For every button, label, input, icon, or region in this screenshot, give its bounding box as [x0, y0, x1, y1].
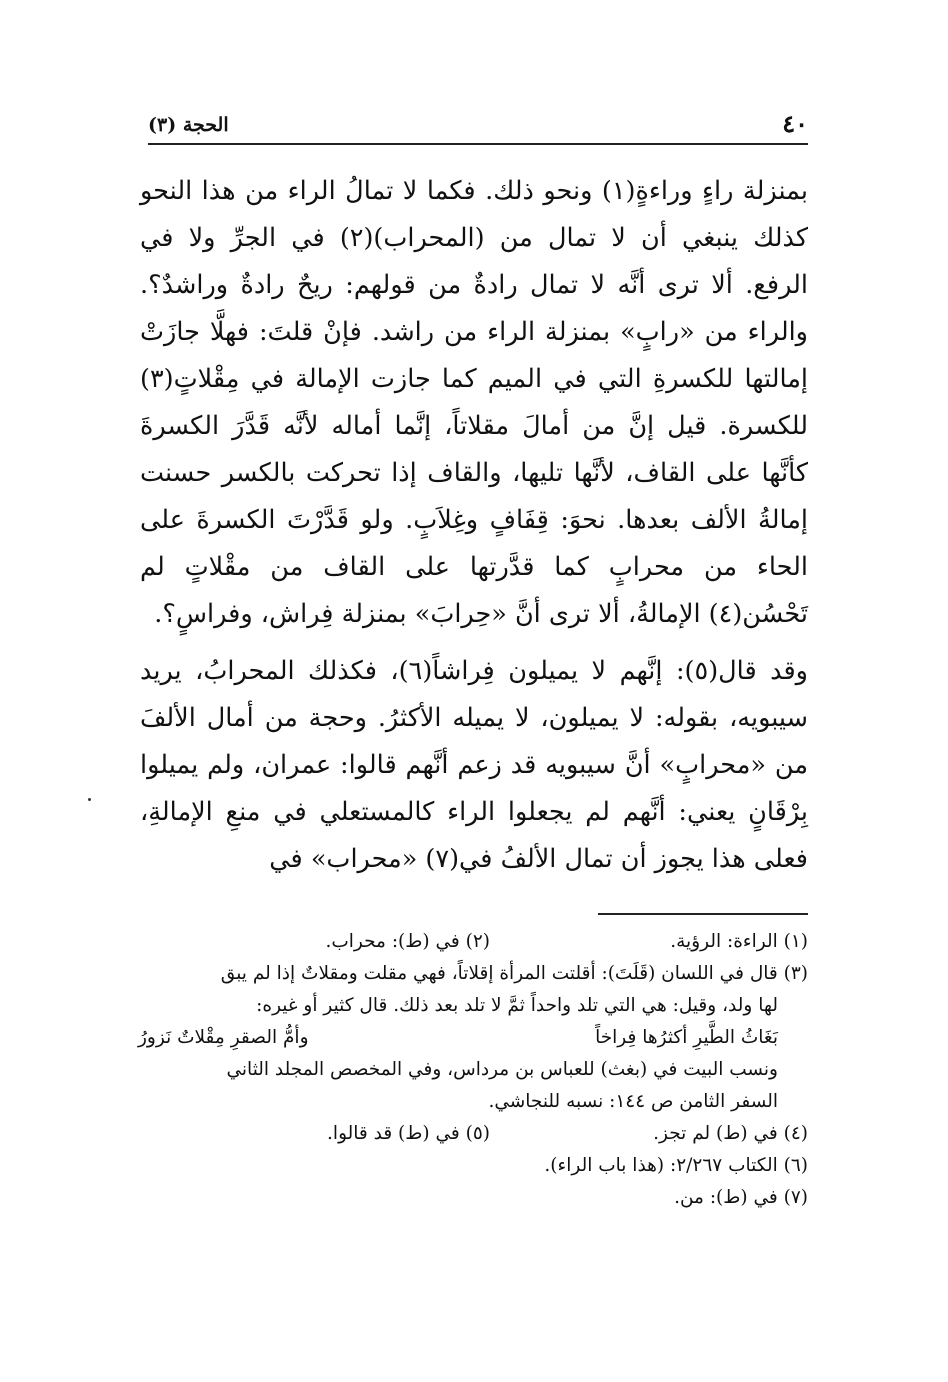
footnote-7: (٧) في (ط): من.	[674, 1187, 808, 1208]
footnote-row-1-2	[138, 926, 808, 958]
header-rule	[148, 143, 808, 145]
footnote-2: (٢) في (ط): محراب.	[325, 931, 490, 952]
paragraph-1: بمنزلة راءٍ وراءةٍ(١) ونحو ذلك. فكما لا تمالُ الراء من هذا النحو كذلك ينبغي أن لا تمال من (المحراب)(٢) في الجرِّ ولا في الرفع. ألا ترى أنَّه لا تمال رادةٌ من قولهم: ريحٌ رادةٌ وراشدٌ؟. والراء من «رابٍ» بمنزلة الراء من راشد. فإنْ قلتَ: فهلَّا جازَتْ إمالتها للكسرةِ التي في الميم كما جازت الإمالة في مِقْلاتٍ(٣) للكسرة. قيل إنَّ من أمالَ مقلاتاً، إنَّما أماله لأنَّه قَدَّرَ الكسرةَ كأنَّها على القاف، لأنَّها تليها، والقاف إذا تحركت بالكسر حسنت إمالةُ الألف بعدها. نحوَ: قِفَافٍ وغِلاَبٍ. ولو قَدَّرْتَ الكسرةَ على الحاء من محرابٍ كما قدَّرتها على القاف من مقْلاتٍ لم تَحْسُن(٤) الإمالةُ، ألا ترى أنَّ «حِرابَ» بمنزلة فِراش، وفراسٍ؟.	[140, 176, 808, 629]
footnote-3-line-2: لها ولد، وقيل: هي التي تلد واحداً ثمَّ لا تلد بعد ذلك. قال كثير أو غيره:	[256, 995, 778, 1016]
verse-first-hemistich: بَغَاثُ الطَّيرِ أكثرُها فِراخاً	[595, 1027, 778, 1048]
footnote-3-line-3: ونسب البيت في (بغث) للعباس بن مرداس، وفي المخصص المجلد الثاني	[226, 1059, 778, 1080]
footnote-row-4-5	[138, 1118, 808, 1150]
main-text	[140, 168, 808, 883]
page-number: ٤٠	[782, 109, 808, 138]
footnote-3-line-1: (٣) قال في اللسان (قَلَتَ): أقلتت المرأة إقلاتاً، فهي مقلت ومقلاتٌ إذا لم يبق	[220, 963, 808, 984]
footnote-5: (٥) في (ط) قد قالوا.	[327, 1123, 490, 1144]
footnote-rule	[598, 913, 808, 915]
print-speck	[88, 798, 91, 801]
page-header	[148, 108, 808, 140]
footnote-6: (٦) الكتاب ٢/٢٦٧: (هذا باب الراء).	[544, 1155, 808, 1176]
verse-second-hemistich: وأمُّ الصقرِ مِقْلاتٌ نَزورُ	[138, 1027, 309, 1048]
footnotes	[138, 926, 808, 1214]
paragraph-2: وقد قال(٥): إنَّهم لا يميلون فِراشاً(٦)، فكذلك المحرابُ، يريد سيبويه، بقوله: لا يميلون، لا يميله الأكثرُ. وحجة من أمال الألفَ من «محرابٍ» أنَّ سيبويه قد زعم أنَّهم قالوا: عمران، ولم يميلوا بِرْقَانٍ يعني: أنَّهم لم يجعلوا الراء كالمستعلي في منعِ الإمالةِ، فعلى هذا يجوز أن تمال الألفُ في(٧) «محراب» في	[140, 656, 808, 874]
footnote-4: (٤) في (ط) لم تجز.	[653, 1123, 808, 1144]
footnote-3-line-4: السفر الثامن ص ١٤٤: نسبه للنجاشي.	[488, 1091, 778, 1112]
running-title: الحجة (٣)	[148, 114, 229, 136]
footnote-1: (١) الراءة: الرؤية.	[670, 931, 808, 952]
footnote-3-verse	[138, 1022, 808, 1054]
